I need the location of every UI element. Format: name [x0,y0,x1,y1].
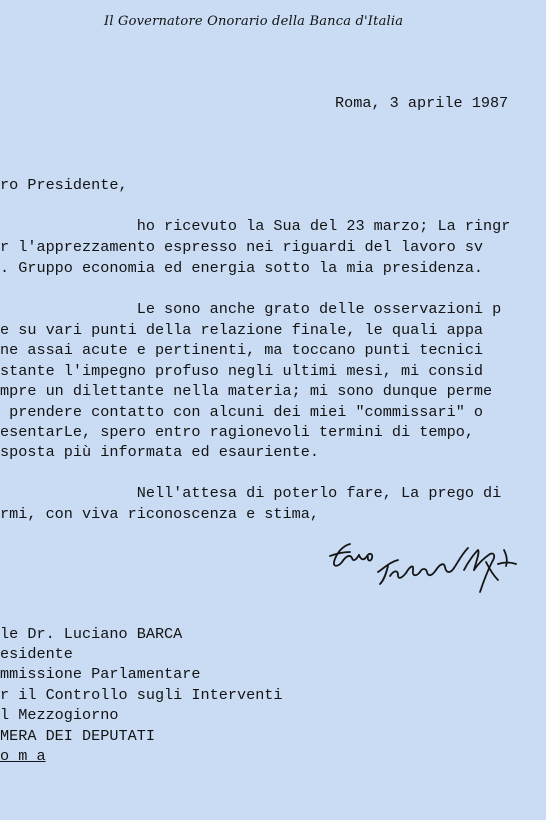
paragraph-2-line: sposta più informata ed esauriente. [0,443,319,461]
address-line: le Dr. Luciano BARCA [0,625,183,643]
paragraph-2-line: esentarLe, spero entro ragionevoli termini di tempo, [0,423,484,441]
address-line: MERA DEI DEPUTATI [0,727,155,745]
address-line: r il Controllo sugli Interventi [0,686,283,704]
paragraph-2-line: prendere contatto con alcuni dei miei "commissari" o [0,403,484,421]
address-line: l Mezzogiorno [0,706,119,724]
paragraph-3-line: Nell'attesa di poterlo fare, La prego di [0,484,502,502]
paragraph-3-line: rmi, con viva riconoscenza e stima, [0,505,319,523]
paragraph-2-line: mpre un dilettante nella materia; mi sono dunque perme [0,382,493,400]
date-line: Roma, 3 aprile 1987 [335,94,509,112]
paragraph-2-line: Le sono anche grato delle osservazioni p [0,300,502,318]
address-line: mmissione Parlamentare [0,665,201,683]
paragraph-2-line: stante l'impegno profuso negli ultimi mesi, mi consid [0,362,484,380]
handwritten-signature [328,540,528,620]
paragraph-1-line: ho ricevuto la Sua del 23 marzo; La ringr [0,217,511,235]
salutation: ro Presidente, [0,176,128,194]
address-line: esidente [0,645,73,663]
paragraph-2-line: ne assai acute e pertinenti, ma toccano punti tecnici [0,341,484,359]
letterhead: Il Governatore Onorario della Banca d'Italia [104,14,404,29]
paragraph-2-line: e su vari punti della relazione finale, le quali appa [0,321,484,339]
paragraph-1-line: r l'apprezzamento espresso nei riguardi del lavoro sv [0,238,484,256]
address-city: o m a [0,747,46,765]
paragraph-1-line: . Gruppo economia ed energia sotto la mia presidenza. [0,259,484,277]
